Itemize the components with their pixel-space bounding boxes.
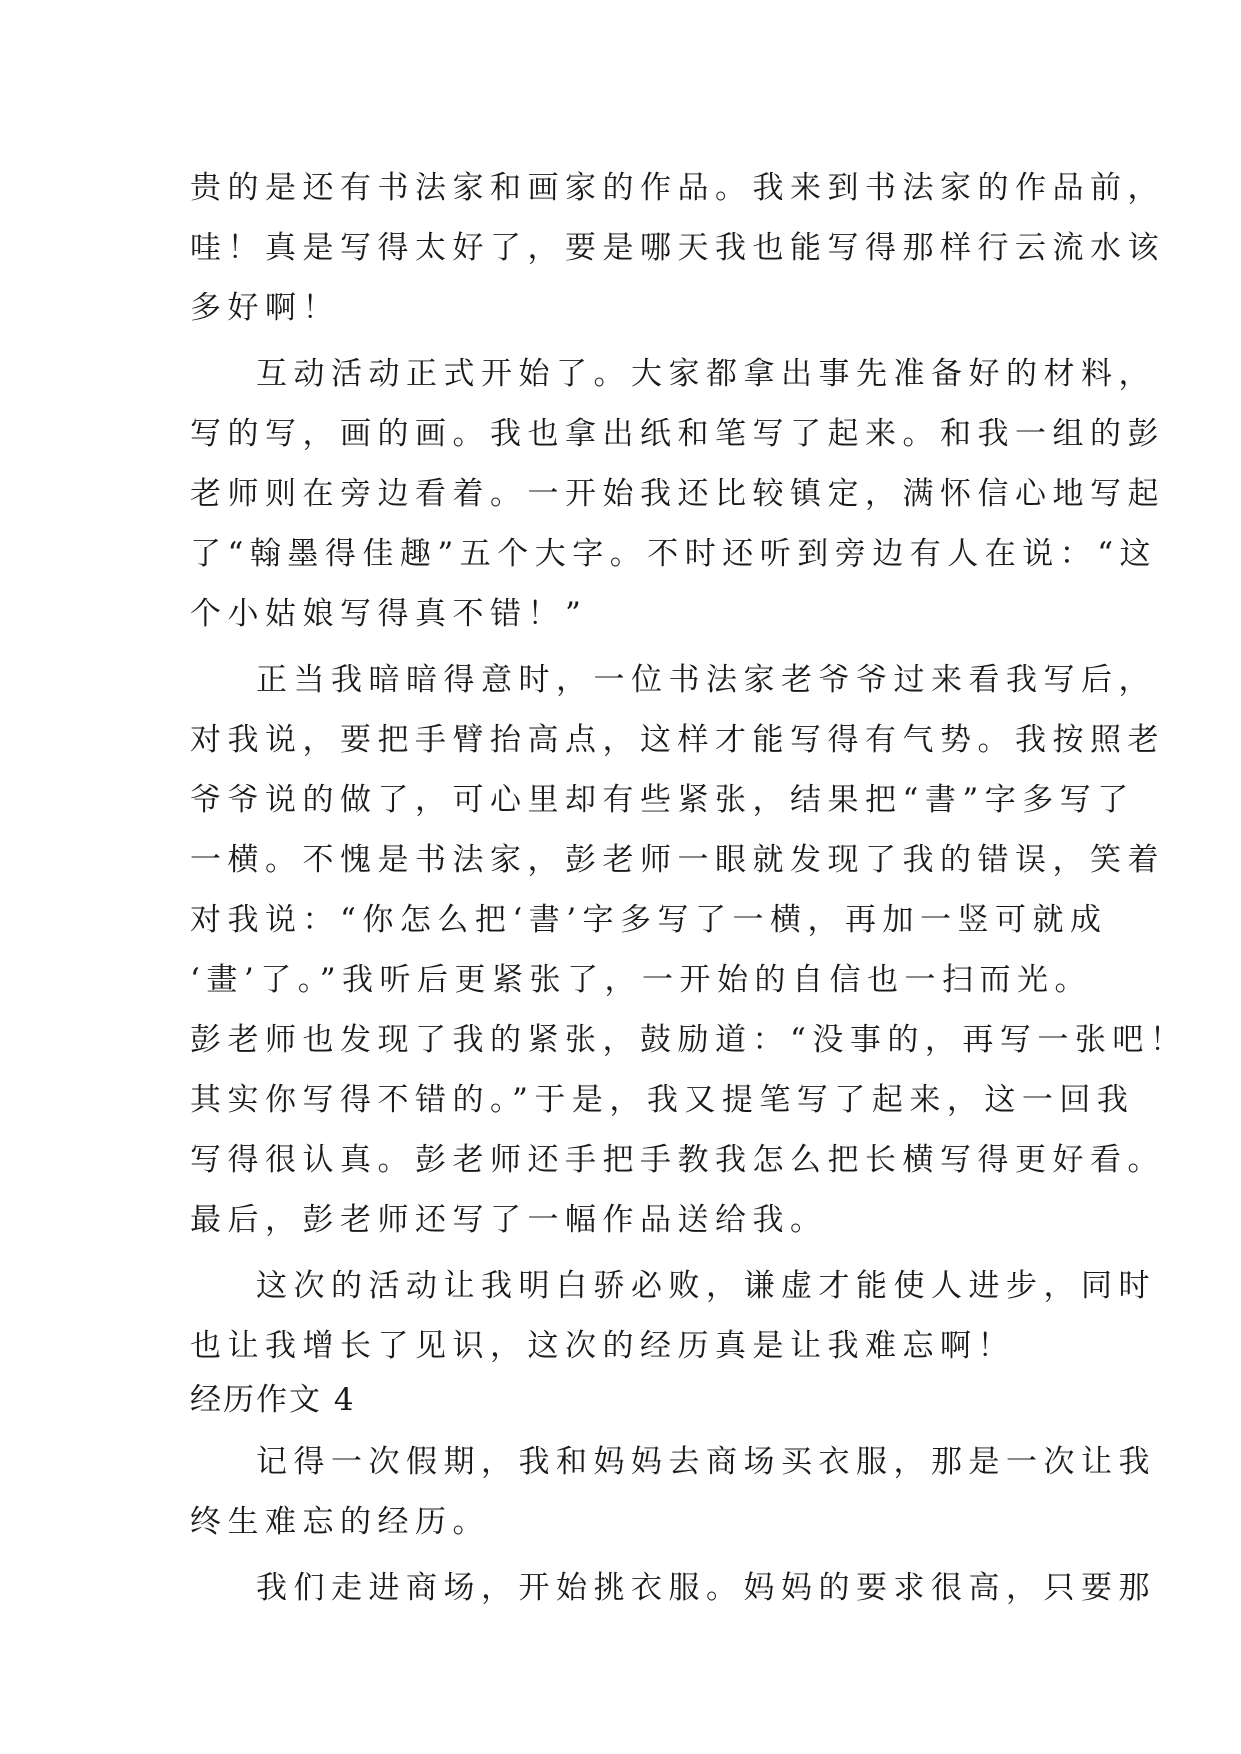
text-line: 也让我增长了见识，这次的经历真是让我难忘啊！ (190, 1328, 1015, 1364)
text-line: 多好啊！ (190, 290, 340, 326)
text-line: 老师则在旁边看着。一开始我还比较镇定，满怀信心地写起 (190, 476, 1165, 512)
text-line: 贵的是还有书法家和画家的作品。我来到书法家的作品前， (190, 170, 1165, 206)
text-line: 彭老师也发现了我的紧张，鼓励道：“没事的，再写一张吧！ (190, 1022, 1188, 1058)
text-line: 其实你写得不错的。”于是，我又提笔写了起来，这一回我 (190, 1082, 1135, 1118)
text-line: 了“翰墨得佳趣”五个大字。不时还听到旁边有人在说：“这 (190, 536, 1158, 572)
text-line: 写的写，画的画。我也拿出纸和笔写了起来。和我一组的彭 (190, 416, 1165, 452)
paragraph-first-line: 互动活动正式开始了。大家都拿出事先准备好的材料， (256, 356, 1156, 392)
text-line: 写得很认真。彭老师还手把手教我怎么把长横写得更好看。 (190, 1142, 1165, 1178)
paragraph-first-line: 正当我暗暗得意时，一位书法家老爷爷过来看我写后， (256, 662, 1156, 698)
text-line: 爷爷说的做了，可心里却有些紧张，结果把“書”字多写了 (190, 782, 1135, 818)
paragraph-first-line: 这次的活动让我明白骄必败，谦虚才能使人进步，同时 (256, 1268, 1156, 1304)
paragraph-first-line: 记得一次假期，我和妈妈去商场买衣服，那是一次让我 (256, 1444, 1156, 1480)
text-line: 对我说：“你怎么把‘書’字多写了一横，再加一竖可就成 (190, 902, 1108, 938)
paragraph-first-line: 我们走进商场，开始挑衣服。妈妈的要求很高，只要那 (256, 1570, 1156, 1606)
text-line: 一横。不愧是书法家，彭老师一眼就发现了我的错误，笑着 (190, 842, 1165, 878)
text-line: 对我说，要把手臂抬高点，这样才能写得有气势。我按照老 (190, 722, 1165, 758)
section-heading: 经历作文 4 (190, 1382, 356, 1418)
text-line: 个小姑娘写得真不错！” (190, 596, 588, 632)
text-line: 最后，彭老师还写了一幅作品送给我。 (190, 1202, 828, 1238)
text-line: 终生难忘的经历。 (190, 1504, 490, 1540)
text-line: ‘畫’了。”我听后更紧张了，一开始的自信也一扫而光。 (190, 962, 1093, 998)
text-line: 哇！真是写得太好了，要是哪天我也能写得那样行云流水该 (190, 230, 1165, 266)
